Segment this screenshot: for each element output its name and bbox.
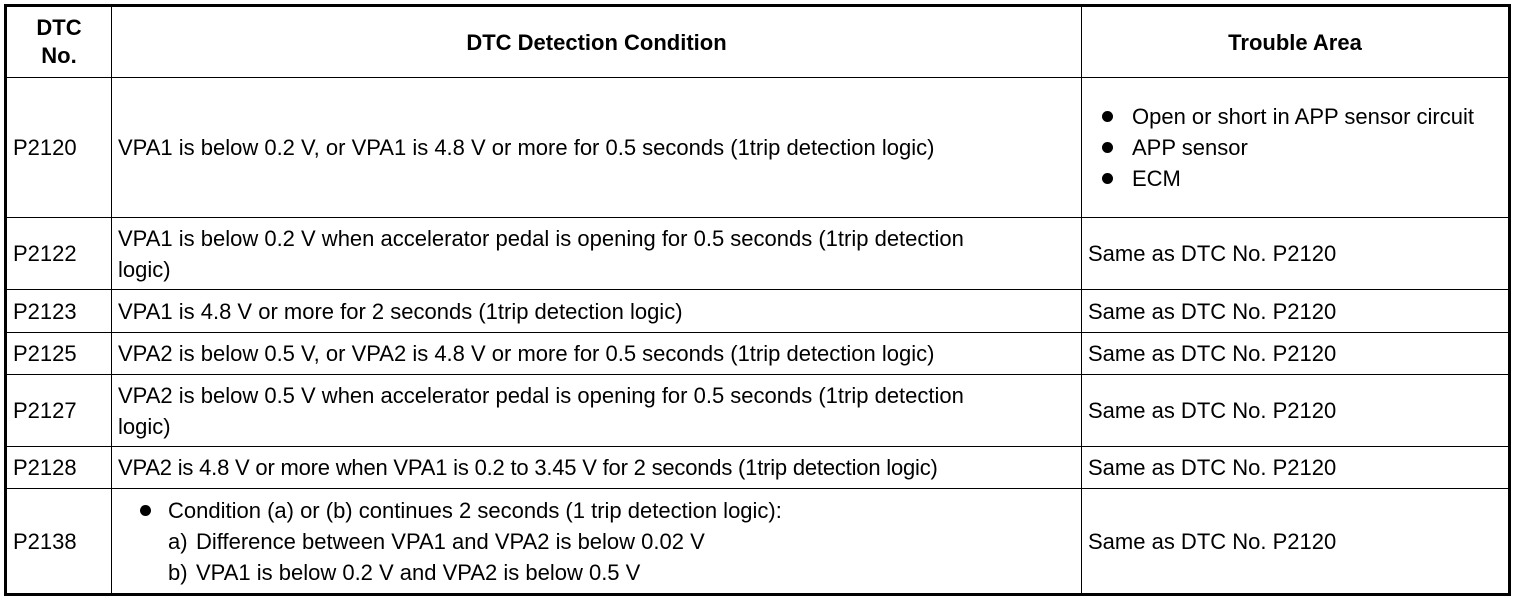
trouble-area-item: APP sensor: [1088, 132, 1502, 163]
table-row: [6, 332, 1510, 374]
dtc-code: P2120: [6, 78, 112, 218]
trouble-area: Same as DTC No. P2120: [1082, 374, 1510, 446]
condition-sub-text: Difference between VPA1 and VPA2 is below 0.02 V: [196, 528, 705, 554]
header-row: [6, 6, 1510, 78]
table-row: [6, 447, 1510, 489]
dtc-code: P2128: [6, 447, 112, 489]
dtc-table: [4, 4, 1511, 596]
detection-condition: VPA2 is below 0.5 V when accelerator pedal is opening for 0.5 seconds (1trip detection logic): [112, 374, 1082, 446]
header-dtc-no: DTC No.: [6, 6, 112, 78]
header-detection-condition: DTC Detection Condition: [112, 6, 1082, 78]
detection-condition: VPA2 is 4.8 V or more when VPA1 is 0.2 to 3.45 V for 2 seconds (1trip detection logic): [112, 447, 1082, 489]
detection-condition: VPA1 is 4.8 V or more for 2 seconds (1trip detection logic): [112, 290, 1082, 332]
table-row: [6, 489, 1510, 595]
detection-condition: VPA1 is below 0.2 V, or VPA1 is 4.8 V or more for 0.5 seconds (1trip detection logic): [112, 78, 1082, 218]
condition-marker: a): [168, 528, 188, 554]
dtc-code: P2123: [6, 290, 112, 332]
condition-sub-b: [136, 557, 1075, 588]
dtc-table-page: [4, 4, 1508, 596]
trouble-area: Same as DTC No. P2120: [1082, 332, 1510, 374]
trouble-area-list: [1088, 101, 1502, 194]
dtc-code: P2122: [6, 218, 112, 290]
trouble-area: Same as DTC No. P2120: [1082, 218, 1510, 290]
table-row: [6, 290, 1510, 332]
detection-condition: VPA1 is below 0.2 V when accelerator pedal is opening for 0.5 seconds (1trip detection logic): [112, 218, 1082, 290]
table-row: [6, 218, 1510, 290]
condition-sub-a: [136, 526, 1075, 557]
dtc-code: P2138: [6, 489, 112, 595]
dtc-code: P2127: [6, 374, 112, 446]
trouble-area: Same as DTC No. P2120: [1082, 290, 1510, 332]
table-row: [6, 374, 1510, 446]
condition-main: Condition (a) or (b) continues 2 seconds (1 trip detection logic):: [136, 495, 1075, 526]
trouble-area-item: ECM: [1088, 163, 1502, 194]
condition-block: [118, 495, 1075, 588]
trouble-area-item: Open or short in APP sensor circuit: [1088, 101, 1502, 132]
table-row: [6, 78, 1510, 218]
condition-sub-text: VPA1 is below 0.2 V and VPA2 is below 0.5 V: [196, 559, 641, 585]
condition-marker: b): [168, 559, 188, 585]
header-trouble-area: Trouble Area: [1082, 6, 1510, 78]
dtc-code: P2125: [6, 332, 112, 374]
trouble-area: Same as DTC No. P2120: [1082, 489, 1510, 595]
trouble-area: Same as DTC No. P2120: [1082, 447, 1510, 489]
trouble-area: [1082, 78, 1510, 218]
detection-condition: VPA2 is below 0.5 V, or VPA2 is 4.8 V or more for 0.5 seconds (1trip detection logic): [112, 332, 1082, 374]
detection-condition: [112, 489, 1082, 595]
